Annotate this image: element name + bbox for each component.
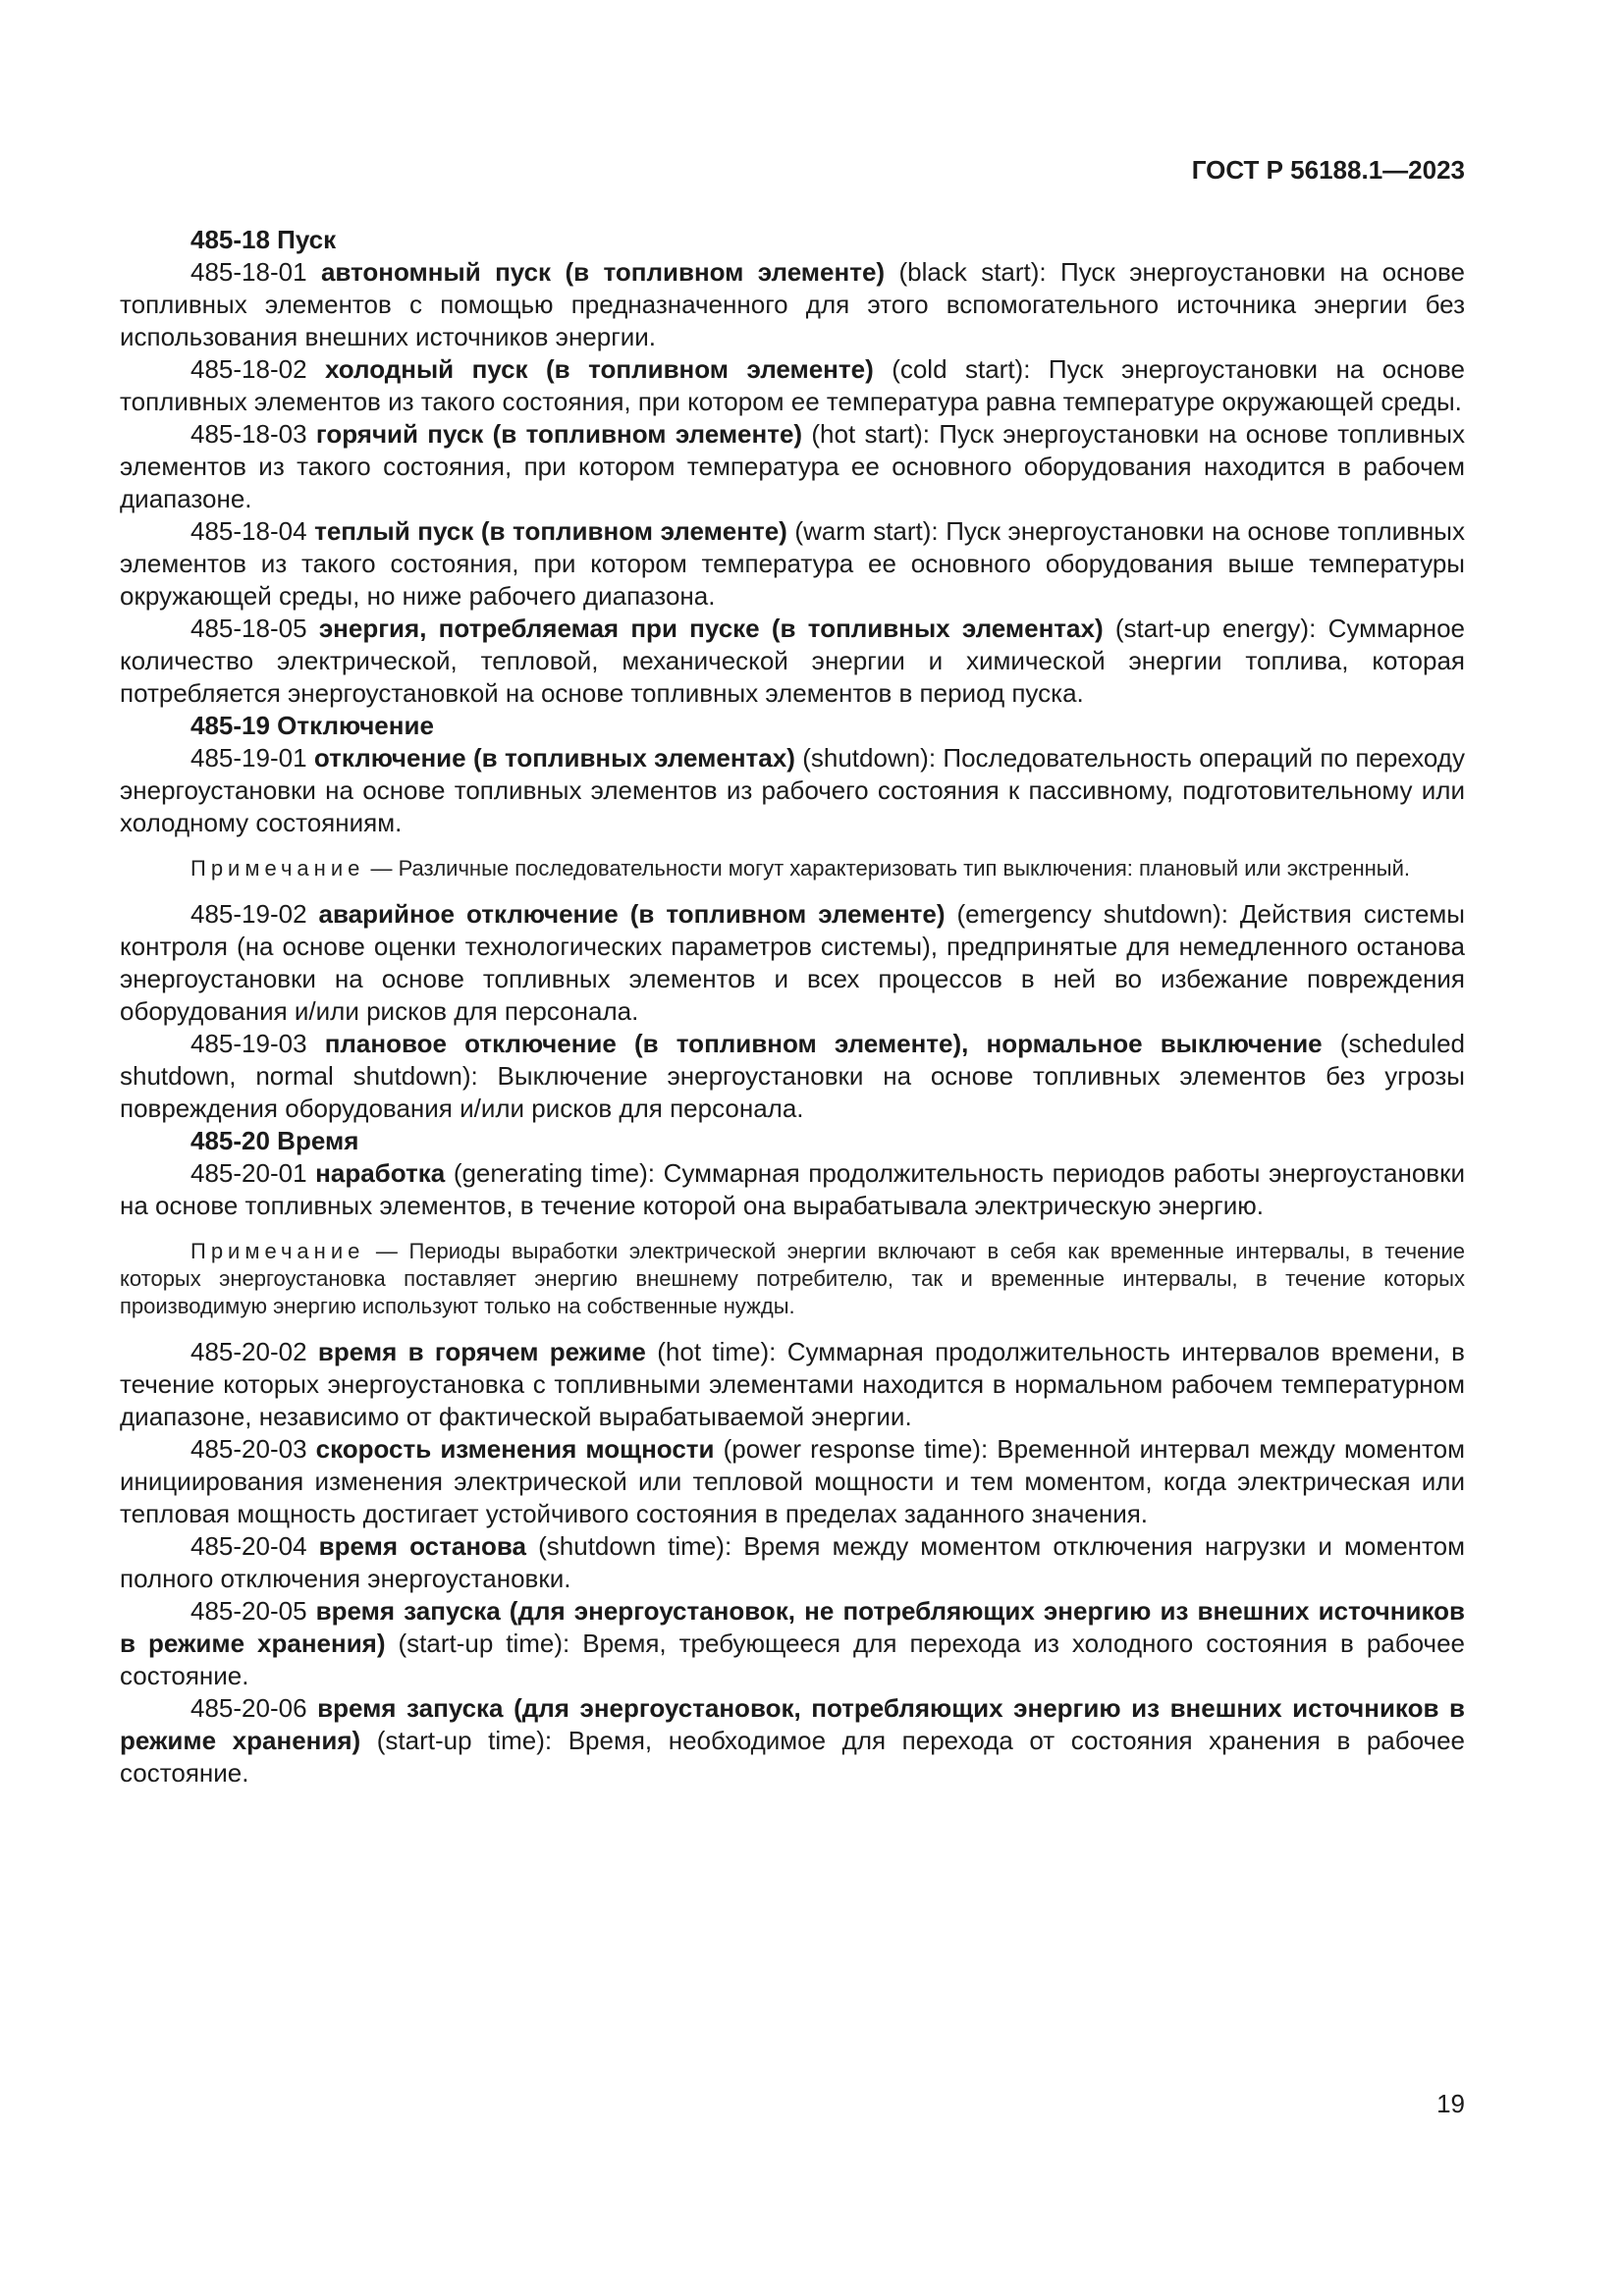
section-heading bbox=[120, 224, 1465, 256]
term-text: 485-19-01 bbox=[190, 743, 314, 773]
term-text: 485-20-06 bbox=[190, 1693, 318, 1723]
term-name: горячий пуск (в топливном элементе) bbox=[315, 419, 812, 449]
term-text: (shutdown): Последовательность операций по переходу энергоустановки на основе топливных элементов из рабочего состояния к пассивному, подготовительному или холодному состояниям. bbox=[120, 743, 1465, 837]
term-text: (generating time): Суммарная продолжительность периодов работы энергоустановки на основе топливных элементов, в течение которой она вырабатывала электрическую энергию. bbox=[120, 1158, 1466, 1220]
term-text: (power response time): Временной интервал между моментом инициирования изменения электрической или тепловой мощности и тем моментом, когда электрическая или тепловая мощность достигает устойчивого состояния в пределах заданного значения. bbox=[120, 1434, 1465, 1528]
term-name: теплый пуск (в топливном элементе) bbox=[314, 516, 795, 546]
term-text: 485-18-03 bbox=[190, 419, 316, 449]
term-paragraph bbox=[120, 1157, 1465, 1222]
term-text: 485-20-03 bbox=[190, 1434, 316, 1464]
term-paragraph bbox=[120, 1336, 1465, 1433]
term-text: 485-20-02 bbox=[190, 1337, 318, 1366]
term-text: (start-up time): Время, требующееся для перехода из холодного состояния в рабочее состояние. bbox=[120, 1629, 1465, 1690]
term-paragraph bbox=[120, 1433, 1465, 1530]
term-text: 485-18-02 bbox=[190, 354, 325, 384]
term-text: 485-20-05 bbox=[190, 1596, 316, 1626]
term-text: (black start): Пуск энергоустановки на основе топливных элементов с помощью предназначенного для этого вспомогательного источника энергии без использования внешних источников энергии. bbox=[120, 257, 1465, 351]
term-paragraph bbox=[120, 1530, 1465, 1595]
section-heading-text: 485-18 Пуск bbox=[190, 225, 337, 254]
term-name: время запуска (для энергоустановок, потребляющих энергию из внешних источников в режиме хранения) bbox=[120, 1693, 1466, 1755]
term-text: 485-18-05 bbox=[190, 614, 319, 643]
term-name: энергия, потребляемая при пуске (в топливных элементах) bbox=[318, 614, 1115, 643]
term-text: 485-19-03 bbox=[190, 1029, 325, 1058]
note-paragraph: Примечание — Периоды выработки электрической энергии включают в себя как временные интервалы, в течение которых энергоустановка поставляет энергию внешнему потребителю, так и временные интервалы, в течение которых производимую энергию используют только на собственные нужды. bbox=[120, 1239, 1465, 1318]
note-label: Примечание bbox=[190, 1239, 365, 1263]
section-heading bbox=[120, 710, 1465, 742]
term-paragraph bbox=[120, 353, 1465, 418]
document-header: ГОСТ Р 56188.1—2023 bbox=[1191, 155, 1465, 185]
term-paragraph bbox=[120, 742, 1465, 839]
section-heading bbox=[120, 1125, 1465, 1157]
term-paragraph bbox=[120, 898, 1465, 1028]
term-name: аварийное отключение (в топливном элементе) bbox=[318, 899, 957, 929]
term-text: (start-up energy): Суммарное количество электрической, тепловой, механической энергии и химической энергии топлива, которая потребляется энергоустановкой на основе топливных элементов в период пуска. bbox=[120, 614, 1466, 708]
term-name: автономный пуск (в топливном элементе) bbox=[320, 257, 899, 287]
term-paragraph bbox=[120, 256, 1465, 353]
term-paragraph bbox=[120, 1595, 1465, 1692]
term-text: 485-20-01 bbox=[190, 1158, 316, 1188]
term-name: плановое отключение (в топливном элементе), нормальное выключение bbox=[324, 1029, 1340, 1058]
term-text: (shutdown time): Время между моментом отключения нагрузки и моментом полного отключения энергоустановки. bbox=[120, 1531, 1465, 1593]
note-paragraph: Примечание — Различные последовательности могут характеризовать тип выключения: плановый или экстренный. bbox=[190, 856, 1410, 881]
term-paragraph bbox=[120, 515, 1465, 613]
note-label: Примечание bbox=[190, 856, 365, 881]
term-name: скорость изменения мощности bbox=[315, 1434, 724, 1464]
term-text: 485-18-01 bbox=[190, 257, 321, 287]
term-text: (warm start): Пуск энергоустановки на основе топливных элементов из такого состояния, при котором температура ее основного оборудования выше температуры окружающей среды, но ниже рабочего диапазона. bbox=[120, 516, 1465, 611]
page-number: 19 bbox=[1436, 2089, 1465, 2118]
term-paragraph bbox=[120, 418, 1465, 515]
term-text: 485-18-04 bbox=[190, 516, 315, 546]
term-text: (hot start): Пуск энергоустановки на основе топливных элементов из такого состояния, при котором температура ее основного оборудования находится в рабочем диапазоне. bbox=[120, 419, 1466, 513]
term-paragraph bbox=[120, 1028, 1465, 1125]
section-heading-text: 485-20 Время bbox=[190, 1126, 359, 1155]
document-body bbox=[120, 224, 1465, 1789]
term-name: время останова bbox=[318, 1531, 539, 1561]
term-name: отключение (в топливных элементах) bbox=[313, 743, 803, 773]
term-text: (start-up time): Время, необходимое для перехода от состояния хранения в рабочее состояние. bbox=[120, 1726, 1466, 1788]
term-name: наработка bbox=[315, 1158, 454, 1188]
term-text: (hot time): Суммарная продолжительность интервалов времени, в течение которых энергоустановка с топливными элементами находится в нормальном рабочем температурном диапазоне, независимо от фактической вырабатываемой энергии. bbox=[120, 1337, 1465, 1431]
term-name: время в горячем режиме bbox=[317, 1337, 658, 1366]
term-text: (scheduled shutdown, normal shutdown): Выключение энергоустановки на основе топливных элементов без угрозы повреждения оборудования и/или рисков для персонала. bbox=[120, 1029, 1465, 1123]
term-text: (emergency shutdown): Действия системы контроля (на основе оценки технологических параметров системы), предпринятые для немедленного останова энергоустановки на основе топливных элементов и всех процессов в ней во избежание повреждения оборудования и/или рисков для персонала. bbox=[120, 899, 1465, 1026]
term-name: время запуска (для энергоустановок, не потребляющих энергию из внешних источников в режиме хранения) bbox=[120, 1596, 1465, 1658]
term-name: холодный пуск (в топливном элементе) bbox=[324, 354, 893, 384]
term-text: 485-19-02 bbox=[190, 899, 319, 929]
term-text: (cold start): Пуск энергоустановки на основе топливных элементов из такого состояния, при котором ее температура равна температуре окружающей среды. bbox=[120, 354, 1465, 416]
term-text: 485-20-04 bbox=[190, 1531, 319, 1561]
term-paragraph bbox=[120, 613, 1465, 710]
term-paragraph bbox=[120, 1692, 1465, 1789]
section-heading-text: 485-19 Отключение bbox=[190, 711, 434, 740]
